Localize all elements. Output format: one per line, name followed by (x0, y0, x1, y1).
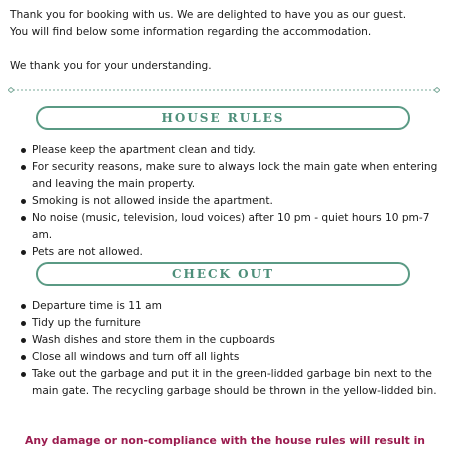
bullet-icon (21, 216, 26, 221)
bullet-icon (21, 338, 26, 343)
house-rules-title: HOUSE RULES (161, 110, 285, 125)
list-item: Wash dishes and store them in the cupboards (18, 332, 446, 349)
house-rules-heading (36, 106, 410, 130)
list-item: Please keep the apartment clean and tidy. (18, 142, 446, 159)
list-item: Pets are not allowed. (18, 244, 446, 261)
house-rules-list (18, 142, 446, 261)
intro-line-understanding: We thank you for your understanding. (10, 60, 212, 72)
check-out-list (18, 298, 446, 400)
damage-warning: Any damage or non-compliance with the house rules will result in (25, 434, 425, 447)
list-item: Close all windows and turn off all lights (18, 349, 446, 366)
list-item: Smoking is not allowed inside the apartment. (18, 193, 446, 210)
bullet-icon (21, 372, 26, 377)
bullet-icon (21, 148, 26, 153)
check-out-heading (36, 262, 410, 286)
intro-text (10, 7, 445, 75)
list-item: For security reasons, make sure to always lock the main gate when entering and leaving the main property. (18, 159, 446, 193)
list-item: Take out the garbage and put it in the green-lidded garbage bin next to the main gate. The recycling garbage should be thrown in the yellow-lidded bin. (18, 366, 446, 400)
list-item: Tidy up the furniture (18, 315, 446, 332)
intro-line-thanks: Thank you for booking with us. We are delighted to have you as our guest. (10, 9, 407, 21)
list-item: No noise (music, television, loud voices) after 10 pm - quiet hours 10 pm-7 am. (18, 210, 446, 244)
bullet-icon (21, 304, 26, 309)
bullet-icon (21, 321, 26, 326)
bullet-icon (21, 165, 26, 170)
check-out-title: CHECK OUT (171, 266, 275, 281)
section-divider (8, 87, 440, 93)
list-item: Departure time is 11 am (18, 298, 446, 315)
bullet-icon (21, 250, 26, 255)
bullet-icon (21, 355, 26, 360)
intro-line-info: You will find below some information regarding the accommodation. (10, 26, 372, 38)
bullet-icon (21, 199, 26, 204)
